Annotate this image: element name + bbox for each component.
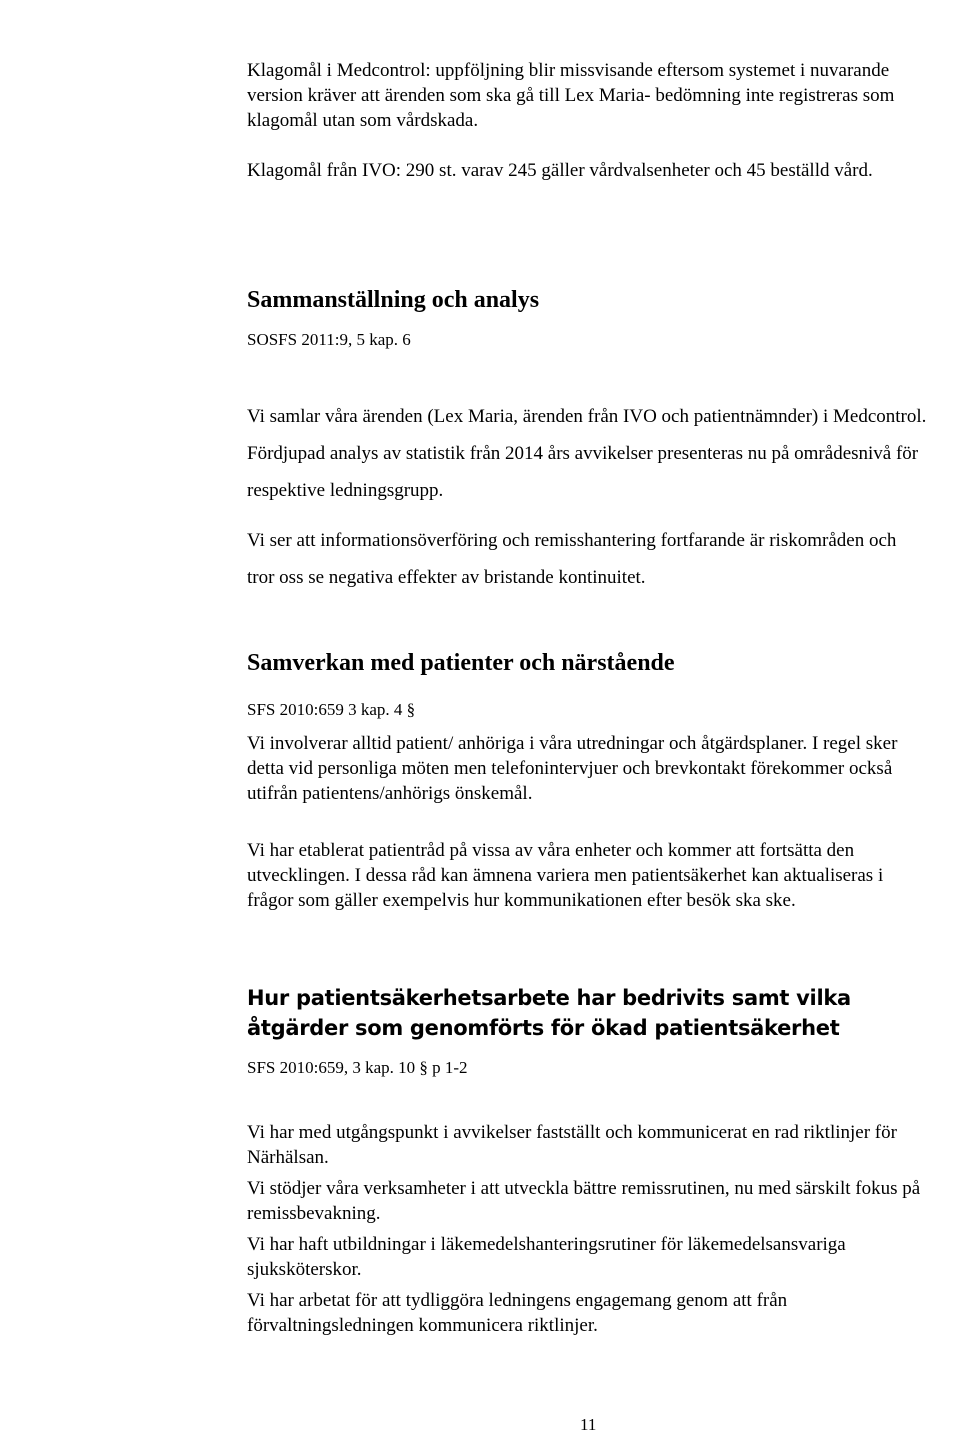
page-number: 11 [580, 1415, 597, 1434]
heading-samverkan: Samverkan med patienter och närstående [247, 650, 675, 676]
reference-sfs-4: SFS 2010:659 3 kap. 4 § [247, 700, 416, 719]
s3-paragraph-2: Vi stödjer våra verksamheter i att utveckla bättre remissrutinen, nu med särskilt fokus på remissbevakning. [247, 1178, 921, 1224]
s1-paragraph-2: Vi ser att informationsöverföring och remisshantering fortfarande är riskområden och tror oss se negativa effekter av bristande kontinuitet. [247, 530, 897, 588]
reference-sfs-10: SFS 2010:659, 3 kap. 10 § p 1-2 [247, 1058, 468, 1077]
s2-paragraph-1: Vi involverar alltid patient/ anhöriga i våra utredningar och åtgärdsplaner. I regel sker detta vid personliga möten men telefonintervjuer och brevkontakt förekommer också utifrån patientens/anhörigs önskemål. [247, 733, 898, 804]
heading-sammanstallning: Sammanställning och analys [247, 287, 540, 313]
heading-patientsakerhetsarbete: Hur patientsäkerhetsarbete har bedrivits samt vilka åtgärder som genomförts för ökad patientsäkerhet [247, 986, 851, 1040]
s3-paragraph-3: Vi har haft utbildningar i läkemedelshanteringsrutiner för läkemedelsansvariga sjuksköterskor. [247, 1234, 846, 1280]
s3-paragraph-4: Vi har arbetat för att tydliggöra ledningens engagemang genom att från förvaltningsledningen kommunicera riktlinjer. [247, 1290, 788, 1336]
intro-paragraph-1: Klagomål i Medcontrol: uppföljning blir missvisande eftersom systemet i nuvarande version kräver att ärenden som ska gå till Lex Maria- bedömning inte registreras som klagomål utan som vårdskada. [247, 60, 895, 131]
s1-paragraph-1: Vi samlar våra ärenden (Lex Maria, ärenden från IVO och patientnämnder) i Medcontrol. Fördjupad analys av statistik från 2014 års avvikelser presenteras nu på områdesnivå för respektive ledningsgrupp. [247, 406, 927, 501]
s3-paragraph-1: Vi har med utgångspunkt i avvikelser fastställt och kommunicerat en rad riktlinjer för Närhälsan. [247, 1122, 897, 1168]
reference-sosfs: SOSFS 2011:9, 5 kap. 6 [247, 330, 411, 349]
s2-paragraph-2: Vi har etablerat patientråd på vissa av våra enheter och kommer att fortsätta den utvecklingen. I dessa råd kan ämnena variera men patientsäkerhet kan aktualiseras i frågor som gäller exempelvis hur kommunikationen efter besök ska ske. [247, 840, 884, 911]
intro-paragraph-2: Klagomål från IVO: 290 st. varav 245 gäller vårdvalsenheter och 45 beställd vård. [247, 160, 873, 181]
